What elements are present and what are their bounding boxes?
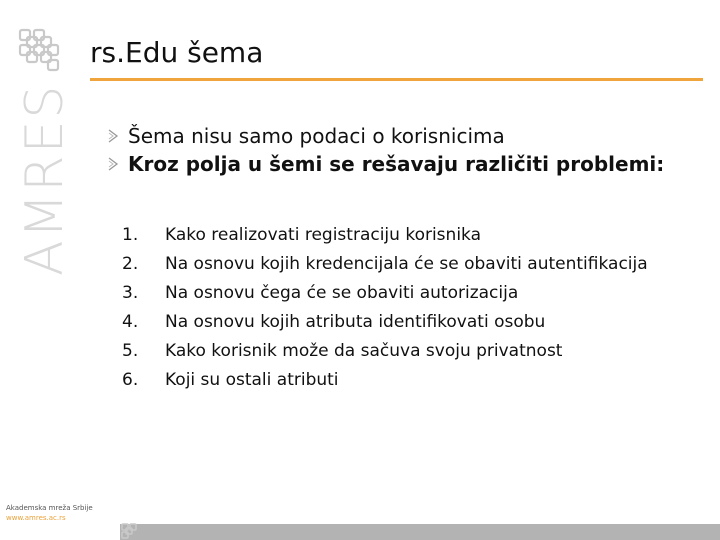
arrow-bullet-icon xyxy=(108,157,118,171)
numbered-item xyxy=(122,365,648,394)
item-text: Koji su ostali atributi xyxy=(165,369,339,390)
numbered-list xyxy=(122,220,648,394)
item-number: 5. xyxy=(122,340,139,361)
title-underline xyxy=(90,78,703,81)
slide-title: rs.Edu šema xyxy=(90,36,264,69)
numbered-item xyxy=(122,220,648,249)
footer-info xyxy=(6,503,93,523)
numbered-item xyxy=(122,336,648,365)
item-text: Kako korisnik može da sačuva svoju privatnost xyxy=(165,340,563,361)
item-text: Kako realizovati registraciju korisnika xyxy=(165,224,482,245)
bottom-bar-gap xyxy=(0,524,120,540)
item-number: 1. xyxy=(122,224,139,245)
numbered-item xyxy=(122,307,648,336)
bullet-item xyxy=(108,122,664,150)
amres-logo-icon xyxy=(18,28,62,72)
bullet-list xyxy=(108,122,664,178)
bullet-item xyxy=(108,150,664,178)
item-text: Na osnovu kojih kredencijala će se obaviti autentifikacija xyxy=(165,253,648,274)
item-text: Na osnovu čega će se obaviti autorizacija xyxy=(165,282,519,303)
item-number: 3. xyxy=(122,282,139,303)
amres-small-logo-icon xyxy=(120,522,138,540)
item-number: 6. xyxy=(122,369,139,390)
arrow-bullet-icon xyxy=(108,129,118,143)
svg-text:AMRES: AMRES xyxy=(15,83,75,276)
item-number: 4. xyxy=(122,311,139,332)
bullet-text: Kroz polja u šemi se rešavaju različiti problemi: xyxy=(128,152,665,176)
numbered-item xyxy=(122,278,648,307)
item-number: 2. xyxy=(122,253,139,274)
brand-vertical-text xyxy=(15,83,75,276)
footer-url[interactable]: www.amres.ac.rs xyxy=(6,514,66,522)
bullet-text: Šema nisu samo podaci o korisnicima xyxy=(128,124,505,148)
numbered-item xyxy=(122,249,648,278)
footer-org: Akademska mreža Srbije xyxy=(6,504,93,512)
item-text: Na osnovu kojih atributa identifikovati osobu xyxy=(165,311,546,332)
